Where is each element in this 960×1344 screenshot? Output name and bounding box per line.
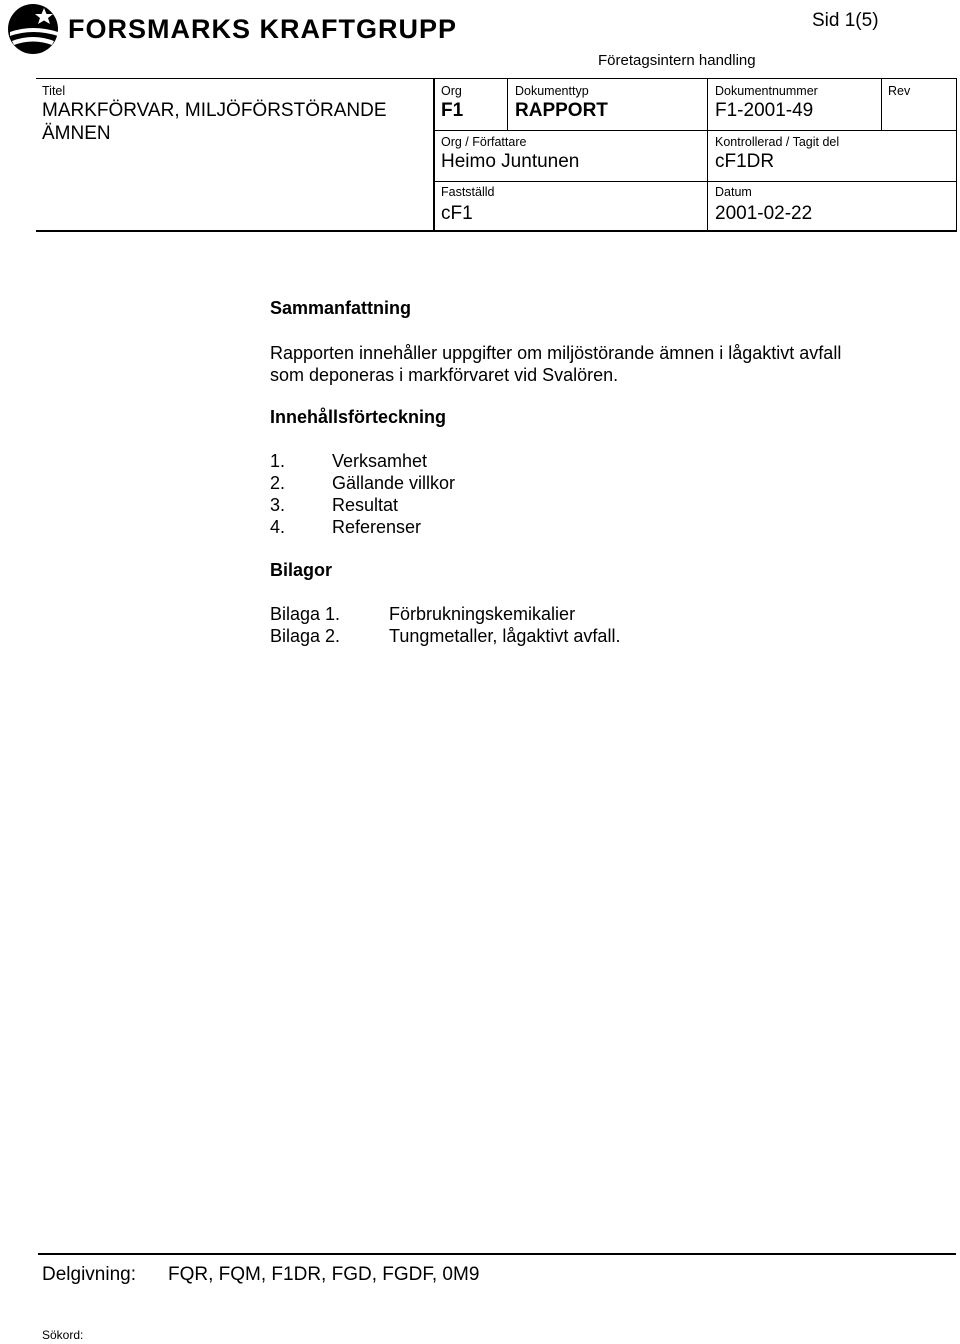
dokumenttyp-value: RAPPORT: [515, 100, 608, 121]
org-value: F1: [441, 100, 464, 121]
classification-label: Företagsintern handling: [598, 52, 756, 69]
org-forfattare-label: Org / Författare: [441, 135, 527, 149]
company-logo-text: FORSMARKS KRAFTGRUPP: [68, 14, 457, 44]
datum-value: 2001-02-22: [715, 203, 813, 224]
toc-item: Referenser: [332, 517, 422, 537]
dokumenttyp-label: Dokumenttyp: [515, 84, 589, 98]
toc-item: Gällande villkor: [332, 473, 456, 493]
appendix-title: Tungmetaller, lågaktivt avfall.: [389, 626, 621, 646]
toc-item: Verksamhet: [332, 451, 428, 471]
company-logo-icon: [4, 2, 62, 56]
faststalld-label: Fastställd: [441, 185, 495, 199]
toc-heading: Innehållsförteckning: [270, 407, 447, 427]
titel-value-line2: ÄMNEN: [42, 123, 111, 144]
appendix-title: Förbrukningskemikalier: [389, 604, 576, 624]
toc-item: Resultat: [332, 495, 399, 515]
delgivning-value: FQR, FQM, F1DR, FGD, FGDF, 0M9: [168, 1264, 480, 1285]
table-right-border: [956, 78, 957, 232]
toc-number: 3.: [270, 495, 286, 515]
org-forfattare-value: Heimo Juntunen: [441, 151, 580, 172]
toc-number: 4.: [270, 517, 286, 537]
appendix-label: Bilaga 1.: [270, 604, 341, 624]
dokumentnummer-label: Dokumentnummer: [715, 84, 818, 98]
titel-value-line1: MARKFÖRVAR, MILJÖFÖRSTÖRANDE: [42, 100, 387, 121]
summary-line-1: Rapporten innehåller uppgifter om miljöstörande ämnen i lågaktivt avfall: [270, 343, 842, 363]
appendix-label: Bilaga 2.: [270, 626, 341, 646]
faststalld-value: cF1: [441, 203, 473, 224]
summary-line-2: som deponeras i markförvaret vid Svalören.: [270, 365, 619, 385]
titel-label: Titel: [42, 84, 66, 98]
table-divider-org: [507, 78, 508, 130]
summary-heading: Sammanfattning: [270, 298, 412, 318]
table-top-border: [36, 78, 957, 79]
table-row-line-1: [433, 130, 956, 131]
toc-number: 1.: [270, 451, 286, 471]
delgivning-label: Delgivning:: [42, 1264, 136, 1285]
datum-label: Datum: [715, 185, 752, 199]
dokumentnummer-value: F1-2001-49: [715, 100, 814, 121]
table-divider-middle: [707, 78, 708, 232]
kontrollerad-label: Kontrollerad / Tagit del: [715, 135, 840, 149]
appendix-heading: Bilagor: [270, 560, 333, 580]
org-label: Org: [441, 84, 462, 98]
table-bottom-border: [36, 230, 957, 232]
toc-number: 2.: [270, 473, 286, 493]
table-row-line-2: [433, 181, 956, 182]
kontrollerad-value: cF1DR: [715, 151, 775, 172]
page-number: Sid 1(5): [812, 10, 879, 31]
table-divider-left: [433, 78, 435, 232]
table-divider-rev: [881, 78, 882, 130]
rev-label: Rev: [888, 84, 911, 98]
sokord-label: Sökord:: [42, 1328, 84, 1342]
footer-divider: [38, 1253, 956, 1255]
